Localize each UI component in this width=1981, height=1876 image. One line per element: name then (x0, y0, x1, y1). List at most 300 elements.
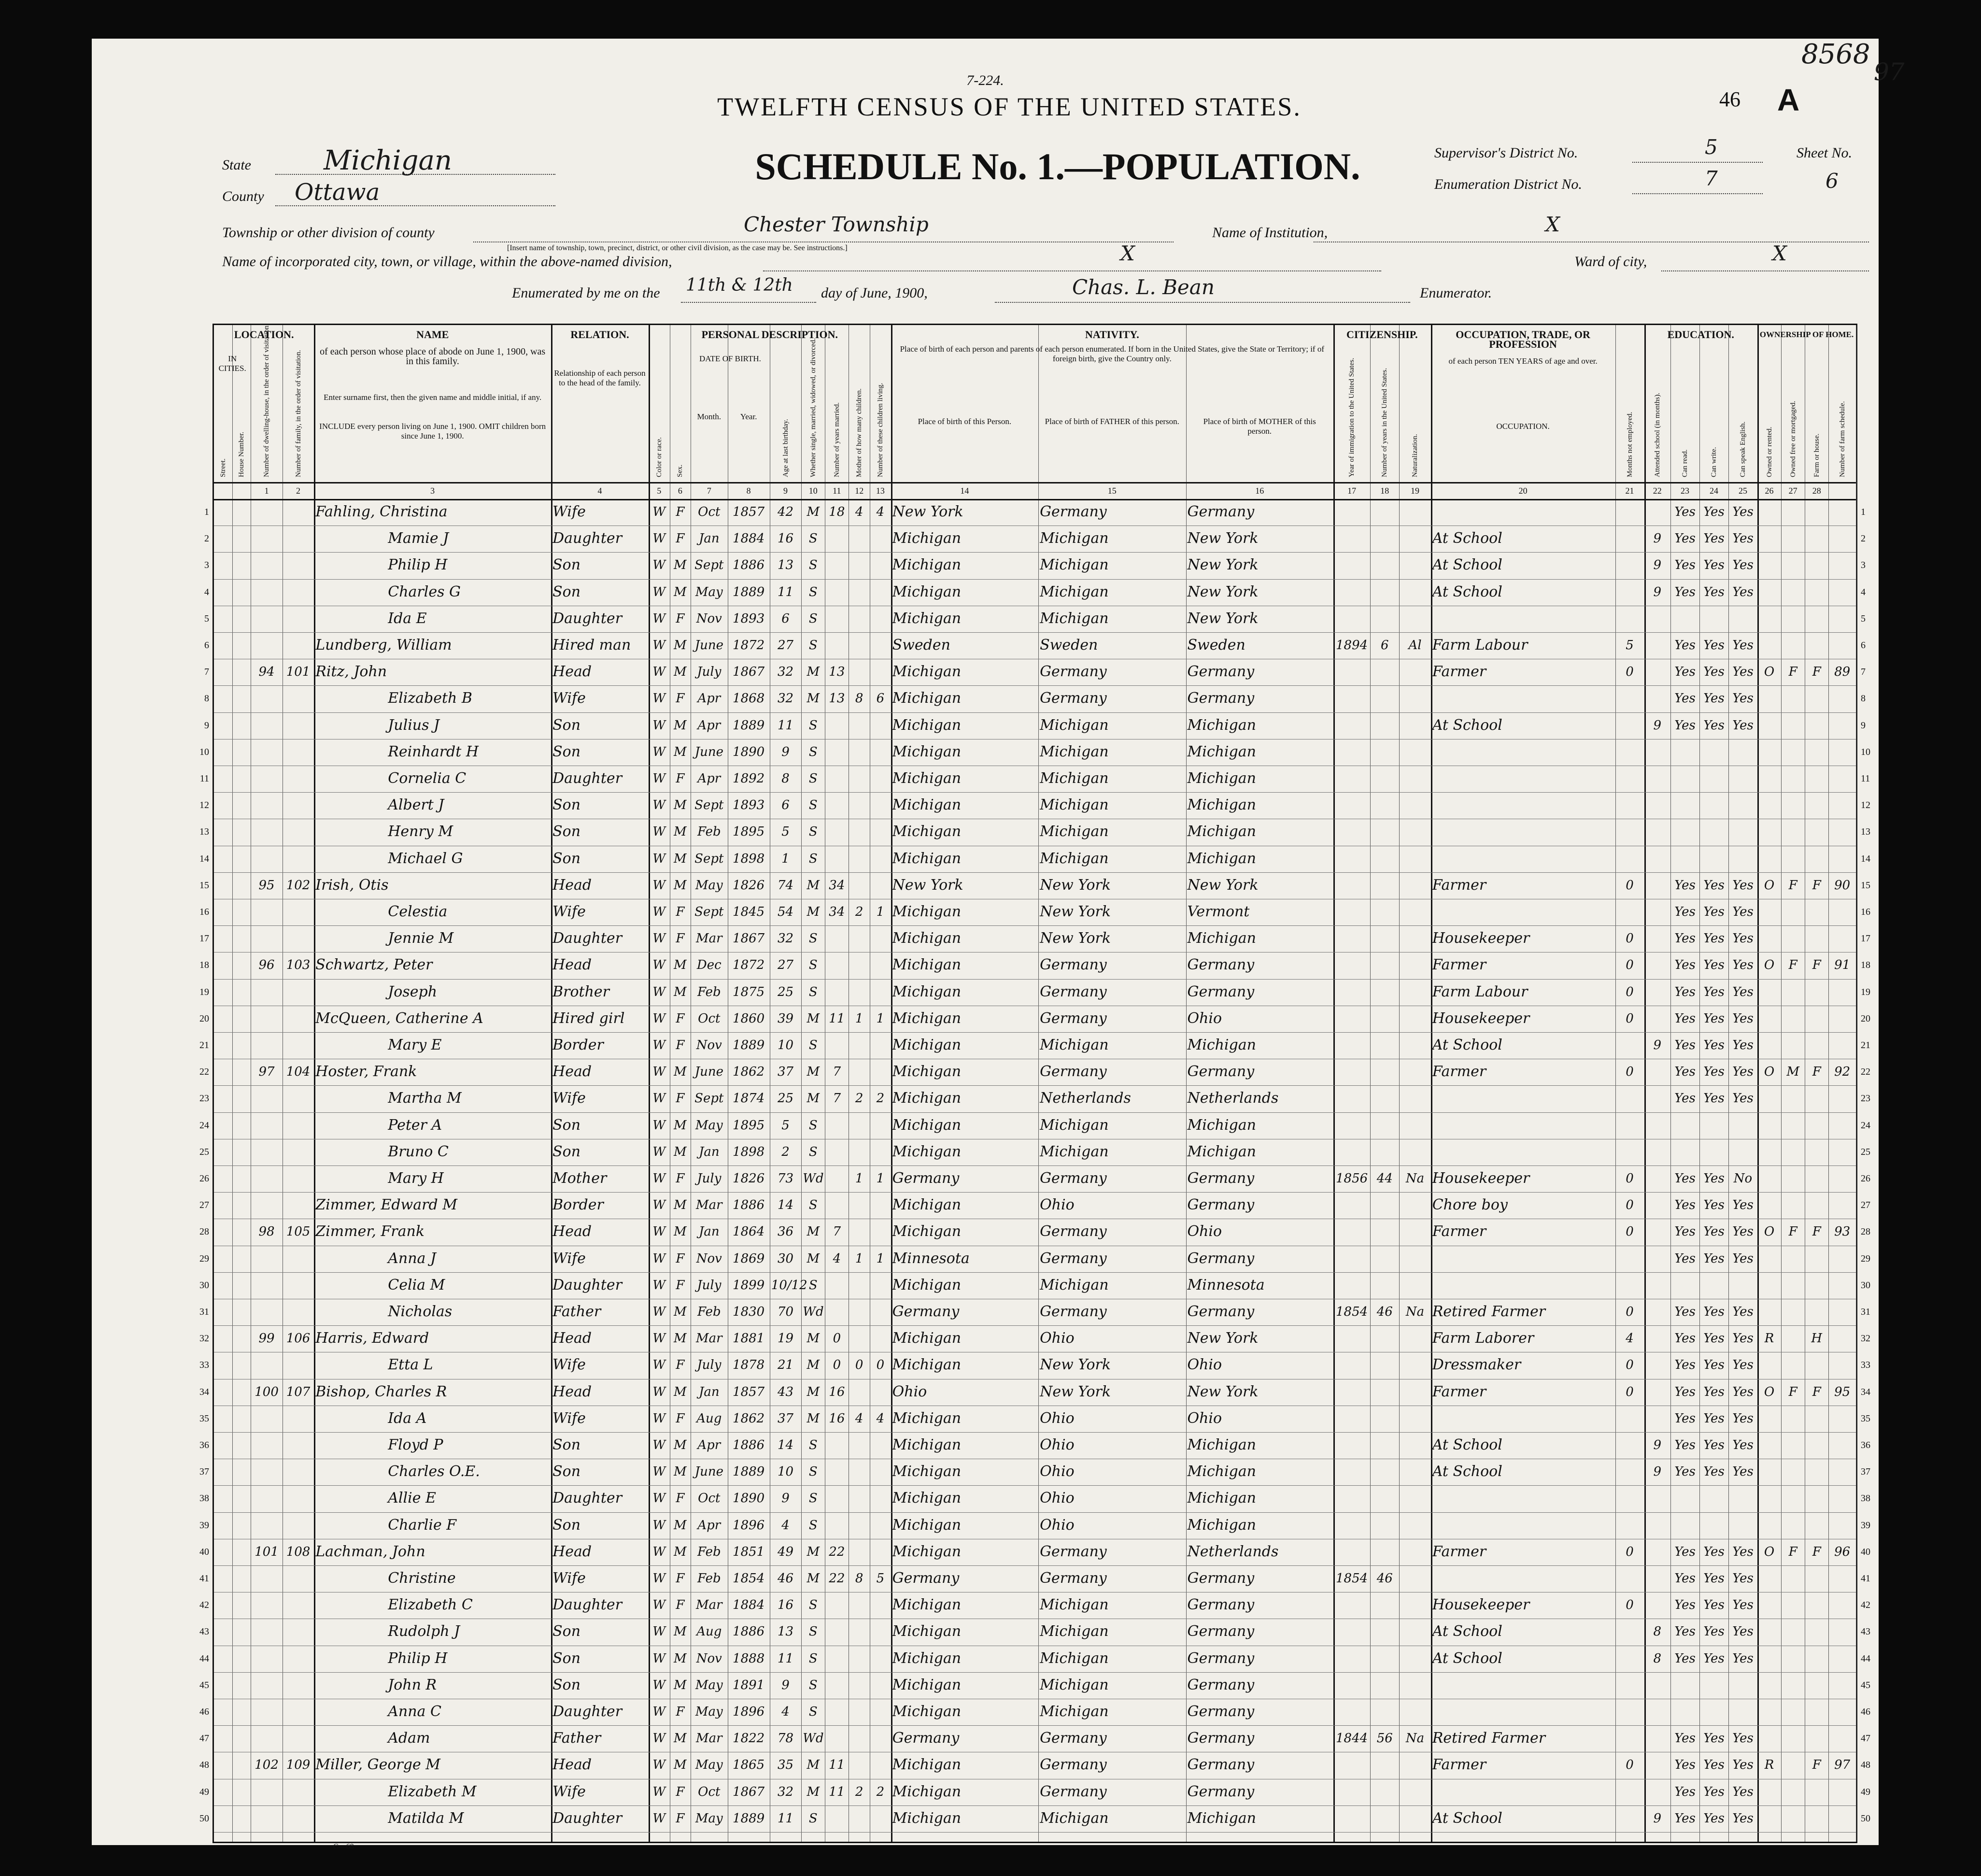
cell-cl: 4 (876, 1411, 885, 1426)
cell-imm: 1856 (1336, 1171, 1368, 1186)
cell-name: Ida A (388, 1409, 427, 1427)
cell-dw: 100 (255, 1384, 279, 1399)
cell-name: Peter A (388, 1116, 442, 1134)
cell-rel: Son (552, 850, 581, 867)
cell-name: Charlie F (388, 1516, 457, 1534)
table-row (214, 1006, 1856, 1032)
cell-fam: 106 (286, 1331, 311, 1346)
table-row (214, 925, 1856, 952)
cell-eng: Yes (1732, 638, 1754, 653)
table-row (214, 1619, 1856, 1645)
cell-read: Yes (1674, 718, 1696, 733)
row-number-left: 11 (199, 773, 209, 784)
cell-age: 49 (777, 1544, 794, 1559)
cell-name: Albert J (388, 796, 444, 814)
cell-eng: Yes (1732, 1651, 1754, 1666)
table-row (214, 1512, 1856, 1539)
cell-pob: Michigan (892, 690, 962, 707)
cell-fm: F (1788, 665, 1797, 680)
cell-name: Bruno C (388, 1143, 449, 1160)
row-number-left: 28 (199, 1226, 209, 1237)
cell-color: W (652, 878, 666, 893)
cell-pob: New York (892, 503, 963, 520)
row-number-left: 10 (199, 746, 209, 757)
row-number-left: 16 (199, 907, 209, 917)
cell-mne: 0 (1626, 1358, 1634, 1373)
cell-year: 1867 (733, 931, 765, 946)
cell-pobf: Ohio (1040, 1463, 1075, 1480)
cell-name: Cornelia C (388, 770, 467, 787)
cell-name: Reinhardt H (388, 743, 479, 760)
cell-pobm: Michigan (1187, 1490, 1256, 1507)
cell-sex: F (676, 1598, 685, 1613)
cell-ym: 13 (829, 665, 845, 680)
cell-write: Yes (1703, 1011, 1725, 1026)
cell-mne: 0 (1626, 1198, 1634, 1213)
cell-pobf: Michigan (1040, 716, 1109, 734)
cell-fm: M (1786, 1065, 1799, 1080)
cell-mne: 0 (1626, 1544, 1634, 1559)
cell-pobm: Michigan (1187, 770, 1256, 787)
cell-year: 1830 (733, 1305, 765, 1319)
cell-mar: S (808, 1038, 818, 1052)
ward-value: X (1772, 242, 1787, 265)
cell-name: Anna C (388, 1703, 441, 1720)
cell-ch: 1 (855, 1011, 863, 1026)
cell-pob: Michigan (892, 1009, 962, 1027)
column-number: 17 (1347, 486, 1357, 496)
cell-ch: 2 (855, 1784, 863, 1799)
cell-pob: Sweden (892, 637, 950, 654)
header-personal: PERSONAL DESCRIPTION. (701, 328, 838, 341)
cell-fh: F (1812, 958, 1821, 973)
table-row (214, 979, 1856, 1006)
table-row (214, 1139, 1856, 1165)
row-number-left: 19 (199, 986, 209, 997)
cell-own: O (1764, 665, 1775, 680)
cell-occ: Farmer (1432, 1063, 1486, 1080)
cell-pob: Michigan (892, 1223, 962, 1240)
cell-rel: Wife (552, 1783, 586, 1800)
cell-name: Michael G (388, 850, 463, 867)
cell-sex: M (674, 958, 687, 973)
cell-month: Oct (698, 1784, 721, 1799)
cell-occ: Retired Farmer (1432, 1303, 1546, 1320)
cell-name: Jennie M (388, 930, 454, 947)
table-row (214, 1565, 1856, 1592)
cell-pobm: New York (1187, 530, 1259, 547)
cell-color: W (652, 1705, 666, 1719)
column-label-ym: Number of years married. (833, 402, 841, 477)
cell-pobf: Germany (1040, 1223, 1107, 1240)
cell-sex: F (676, 1811, 685, 1826)
cell-year: 1851 (733, 1544, 765, 1559)
cell-color: W (652, 1571, 666, 1586)
cell-month: Jan (698, 1144, 720, 1159)
cell-pobm: Germany (1187, 1649, 1255, 1667)
cell-eng: Yes (1732, 531, 1754, 546)
cell-age: 13 (777, 558, 794, 573)
cell-mar: S (808, 1438, 818, 1452)
cell-pobm: Michigan (1187, 1436, 1256, 1453)
header-occupation-title: OCCUPATION, TRADE, OR PROFESSION (1456, 328, 1590, 350)
row-number-left: 45 (199, 1679, 209, 1691)
column-label-dw: Number of dwelling-house, in the order of visitation. (263, 324, 271, 477)
cell-fs: 95 (1834, 1384, 1851, 1399)
cell-pob: Michigan (892, 1463, 962, 1480)
cell-ym: 16 (829, 1411, 845, 1426)
row-number-right: 24 (1861, 1120, 1870, 1131)
row-number-right: 43 (1861, 1626, 1870, 1637)
cell-age: 4 (781, 1705, 790, 1719)
cell-year: 1886 (733, 1624, 765, 1639)
cell-pob: Michigan (892, 1809, 962, 1827)
row-number-left: 33 (199, 1360, 209, 1371)
cell-sch: 9 (1653, 558, 1662, 573)
cell-pob: Michigan (892, 903, 962, 920)
cell-read: Yes (1674, 1438, 1696, 1452)
cell-mar: M (807, 1065, 820, 1080)
cell-own: O (1764, 1065, 1775, 1080)
form-code: 7-224. (966, 72, 1004, 88)
cell-pobf: Michigan (1040, 1676, 1109, 1693)
county-value: Ottawa (295, 179, 380, 206)
table-row (214, 1699, 1856, 1725)
cell-eng: Yes (1732, 1544, 1754, 1559)
cell-rel: Son (552, 1623, 581, 1640)
row-number-right: 11 (1861, 773, 1870, 784)
column-number: 25 (1739, 486, 1747, 496)
table-row (214, 1805, 1856, 1832)
row-number-right: 38 (1861, 1493, 1870, 1504)
cell-age: 13 (777, 1624, 794, 1639)
cell-year: 1886 (733, 1438, 765, 1452)
corner-number-2: 97 (1874, 58, 1905, 86)
cell-pobf: Germany (1040, 1730, 1107, 1747)
cell-color: W (652, 1065, 666, 1080)
cell-pobm: Ohio (1187, 1223, 1222, 1240)
row-number-left: 9 (204, 720, 209, 731)
cell-pobf: Michigan (1040, 850, 1109, 867)
cell-pob: New York (892, 876, 963, 894)
cell-name: Etta L (388, 1356, 433, 1374)
cell-write: Yes (1703, 905, 1725, 919)
cell-ym: 13 (829, 691, 845, 706)
row-number-left: 38 (199, 1493, 209, 1504)
cell-eng: Yes (1732, 1224, 1754, 1239)
cell-year: 1891 (733, 1677, 765, 1692)
row-number-right: 39 (1861, 1520, 1870, 1531)
cell-year: 1889 (733, 718, 765, 733)
cell-read: Yes (1674, 1571, 1696, 1586)
cell-mar: M (807, 1011, 820, 1026)
cell-month: June (694, 1464, 723, 1479)
header-nativity-desc: Place of birth of each person and parents of each person enumerated. If born in the United States, give the State or Territory; if of foreign birth, give the Country only. (900, 344, 1324, 363)
cell-read: Yes (1674, 558, 1696, 573)
cell-sch: 9 (1653, 1464, 1662, 1479)
header-citizenship: CITIZENSHIP. (1346, 328, 1418, 341)
cell-cl: 1 (876, 1251, 885, 1266)
cell-name: Christine (388, 1570, 456, 1587)
row-number-left: 21 (199, 1040, 209, 1051)
cell-fh: F (1812, 1384, 1821, 1399)
cell-pob: Michigan (892, 770, 962, 787)
cell-color: W (652, 665, 666, 680)
cell-name: Celestia (388, 903, 448, 920)
table-row (214, 792, 1856, 819)
cell-ch: 2 (855, 905, 863, 919)
cell-rel: Son (552, 796, 581, 814)
cell-pobf: Michigan (1040, 743, 1109, 760)
cell-name: Mamie J (388, 530, 449, 547)
cell-mne: 4 (1626, 1331, 1634, 1346)
row-number-right: 31 (1861, 1307, 1870, 1317)
cell-eng: Yes (1732, 1091, 1754, 1106)
cell-sex: M (674, 824, 687, 839)
cell-year: 1886 (733, 1198, 765, 1213)
cell-fs: 90 (1834, 878, 1851, 893)
row-number-right: 13 (1861, 826, 1870, 838)
table-row (214, 632, 1856, 659)
cell-age: 46 (777, 1571, 794, 1586)
cell-age: 37 (777, 1065, 794, 1080)
cell-mne: 0 (1626, 1305, 1634, 1319)
cell-pobm: Germany (1187, 1250, 1255, 1267)
cell-yus: 46 (1376, 1305, 1393, 1319)
cell-sex: M (674, 558, 687, 573)
cell-pobf: Germany (1040, 1009, 1107, 1027)
row-number-left: 3 (204, 560, 209, 571)
cell-pob: Michigan (892, 1676, 962, 1693)
cell-sex: F (676, 1571, 685, 1586)
cell-pobm: Germany (1187, 1570, 1255, 1587)
state-value: Michigan (324, 145, 452, 176)
cell-age: 10 (777, 1464, 794, 1479)
cell-age: 14 (777, 1438, 794, 1452)
row-number-right: 19 (1861, 986, 1870, 997)
cell-mne: 0 (1626, 984, 1634, 999)
cell-name: Philip H (388, 556, 448, 574)
cell-pob: Michigan (892, 663, 962, 681)
cell-color: W (652, 1731, 666, 1746)
column-number: 20 (1518, 486, 1528, 496)
cell-pob: Michigan (892, 556, 962, 574)
cell-age: 16 (777, 1598, 794, 1613)
cell-color: W (652, 1811, 666, 1826)
cell-color: W (652, 691, 666, 706)
cell-rel: Son (552, 716, 581, 734)
cell-name: Joseph (388, 983, 438, 1000)
row-number-left: 35 (199, 1413, 209, 1424)
cell-rel: Daughter (552, 1703, 623, 1720)
cell-month: Jan (698, 1224, 720, 1239)
cell-mar: M (807, 1571, 820, 1586)
cell-year: 1865 (733, 1758, 765, 1773)
cell-pobm: Michigan (1187, 1143, 1256, 1160)
cell-name: Charles G (388, 583, 461, 600)
cell-color: W (652, 1331, 666, 1346)
cell-rel: Mother (552, 1170, 607, 1187)
cell-year: 1895 (733, 824, 765, 839)
cell-sch: 8 (1653, 1651, 1662, 1666)
cell-ym: 7 (833, 1065, 841, 1080)
table-row (214, 1352, 1856, 1379)
cell-sex: M (674, 1118, 687, 1133)
header-occupation: OCCUPATION. (1496, 422, 1550, 431)
enumerated-days: 11th & 12th (686, 275, 793, 295)
cell-write: Yes (1703, 505, 1725, 519)
cell-own: O (1764, 1224, 1775, 1239)
cell-occ: Farm Labour (1432, 637, 1528, 654)
cell-color: W (652, 931, 666, 946)
header-pob-person: Place of birth of this Person. (918, 417, 1012, 426)
cell-cl: 6 (876, 691, 885, 706)
cell-ym: 18 (829, 505, 845, 519)
cell-year: 1884 (733, 531, 765, 546)
cell-pobf: Germany (1040, 1063, 1107, 1080)
table-row (214, 526, 1856, 552)
cell-mar: S (808, 1677, 818, 1692)
cell-occ: At School (1432, 1463, 1502, 1480)
cell-mar: S (808, 531, 818, 546)
cell-write: Yes (1703, 1544, 1725, 1559)
cell-pobm: Michigan (1187, 930, 1256, 947)
cell-pob: Michigan (892, 1409, 962, 1427)
cell-year: 1874 (733, 1091, 765, 1106)
cell-age: 54 (777, 905, 794, 919)
cell-write: Yes (1703, 878, 1725, 893)
cell-age: 30 (777, 1251, 794, 1266)
cell-write: Yes (1703, 1198, 1725, 1213)
cell-month: May (695, 1705, 723, 1719)
cell-occ: At School (1432, 530, 1502, 547)
cell-read: Yes (1674, 665, 1696, 680)
cell-color: W (652, 1411, 666, 1426)
cell-eng: Yes (1732, 1784, 1754, 1799)
cell-mne: 0 (1626, 1224, 1634, 1239)
enumerator-label: Enumerator. (1420, 285, 1492, 301)
cell-write: Yes (1703, 1384, 1725, 1399)
row-number-right: 33 (1861, 1360, 1870, 1371)
cell-ym: 11 (829, 1758, 845, 1773)
cell-pobf: Germany (1040, 1783, 1107, 1800)
row-number-right: 34 (1861, 1386, 1870, 1397)
cell-pobm: Michigan (1187, 850, 1256, 867)
cell-color: W (652, 1091, 666, 1106)
table-row (214, 1112, 1856, 1139)
cell-sex: M (674, 1384, 687, 1399)
cell-month: Nov (696, 1038, 722, 1052)
cell-mar: M (807, 1784, 820, 1799)
cell-rel: Son (552, 743, 581, 760)
cell-occ: Farmer (1432, 956, 1486, 974)
table-row (214, 1299, 1856, 1325)
row-number-right: 15 (1861, 880, 1870, 891)
cell-occ: Housekeeper (1432, 1596, 1530, 1614)
cell-nat: Na (1405, 1171, 1425, 1186)
cell-rel: Wife (552, 1090, 586, 1107)
row-number-right: 35 (1861, 1413, 1870, 1424)
cell-eng: Yes (1732, 1065, 1754, 1080)
cell-pobm: Vermont (1187, 903, 1250, 920)
column-label-nat: Naturalization. (1411, 434, 1419, 477)
row-number-left: 30 (199, 1279, 209, 1291)
column-label-house: House Number. (238, 431, 246, 477)
cell-pobm: Michigan (1187, 1809, 1256, 1827)
cell-fm: F (1788, 1384, 1797, 1399)
cell-cl: 2 (876, 1784, 885, 1799)
cell-mar: M (807, 505, 820, 519)
cell-color: W (652, 1278, 666, 1293)
cell-pobf: Michigan (1040, 1037, 1109, 1053)
cell-name: Fahling, Christina (315, 503, 448, 520)
cell-age: 37 (777, 1411, 794, 1426)
row-number-left: 37 (199, 1466, 209, 1478)
row-number-right: 41 (1861, 1573, 1870, 1584)
cell-pob: Michigan (892, 530, 962, 547)
cell-mar: S (808, 1705, 818, 1719)
cell-own: R (1764, 1758, 1774, 1773)
cell-year: 1893 (733, 611, 765, 626)
table-row (214, 1085, 1856, 1112)
table-row (214, 739, 1856, 766)
cell-ym: 34 (829, 878, 845, 893)
cell-sex: M (674, 718, 687, 733)
cell-yus: 44 (1376, 1171, 1393, 1186)
cell-eng: Yes (1732, 905, 1754, 919)
cell-month: July (697, 1358, 722, 1373)
row-number-right: 25 (1861, 1146, 1870, 1157)
cell-age: 11 (777, 718, 794, 733)
cell-mne: 0 (1626, 878, 1634, 893)
township-label: Township or other division of county (222, 225, 435, 241)
cell-age: 19 (777, 1331, 794, 1346)
cell-occ: Farm Laborer (1432, 1330, 1534, 1347)
cell-write: Yes (1703, 1624, 1725, 1639)
row-number-left: 1 (204, 507, 209, 517)
cell-pobm: Michigan (1187, 743, 1256, 760)
cell-month: Feb (697, 824, 721, 839)
cell-ch: 1 (855, 1251, 863, 1266)
row-number-right: 22 (1861, 1066, 1870, 1078)
cell-month: Feb (697, 984, 721, 999)
cell-read: Yes (1674, 1731, 1696, 1746)
cell-ym: 34 (829, 905, 845, 919)
cell-read: Yes (1674, 1171, 1696, 1186)
cell-fh: F (1812, 1224, 1821, 1239)
cell-write: Yes (1703, 1438, 1725, 1452)
cell-pob: Michigan (892, 1596, 962, 1614)
cell-fs: 91 (1834, 958, 1851, 973)
cell-fh: F (1812, 1544, 1821, 1559)
cell-sex: M (674, 744, 687, 759)
cell-mne: 0 (1626, 1758, 1634, 1773)
row-number-right: 4 (1861, 586, 1866, 597)
cell-pob: Michigan (892, 1703, 962, 1720)
row-number-left: 4 (204, 586, 209, 597)
cell-occ: Farm Labour (1432, 983, 1528, 1000)
cell-mar: S (808, 824, 818, 839)
cell-dw: 96 (258, 958, 275, 973)
cell-occ: Chore boy (1432, 1196, 1508, 1214)
enumeration-value: 7 (1705, 167, 1718, 190)
cell-pobm: Germany (1187, 1730, 1255, 1747)
cell-read: Yes (1674, 1091, 1696, 1106)
cell-age: 4 (781, 1518, 790, 1533)
cell-fs: 96 (1834, 1544, 1851, 1559)
cell-name: Floyd P (388, 1436, 443, 1453)
enumerator-name: Chas. L. Bean (1072, 275, 1215, 299)
